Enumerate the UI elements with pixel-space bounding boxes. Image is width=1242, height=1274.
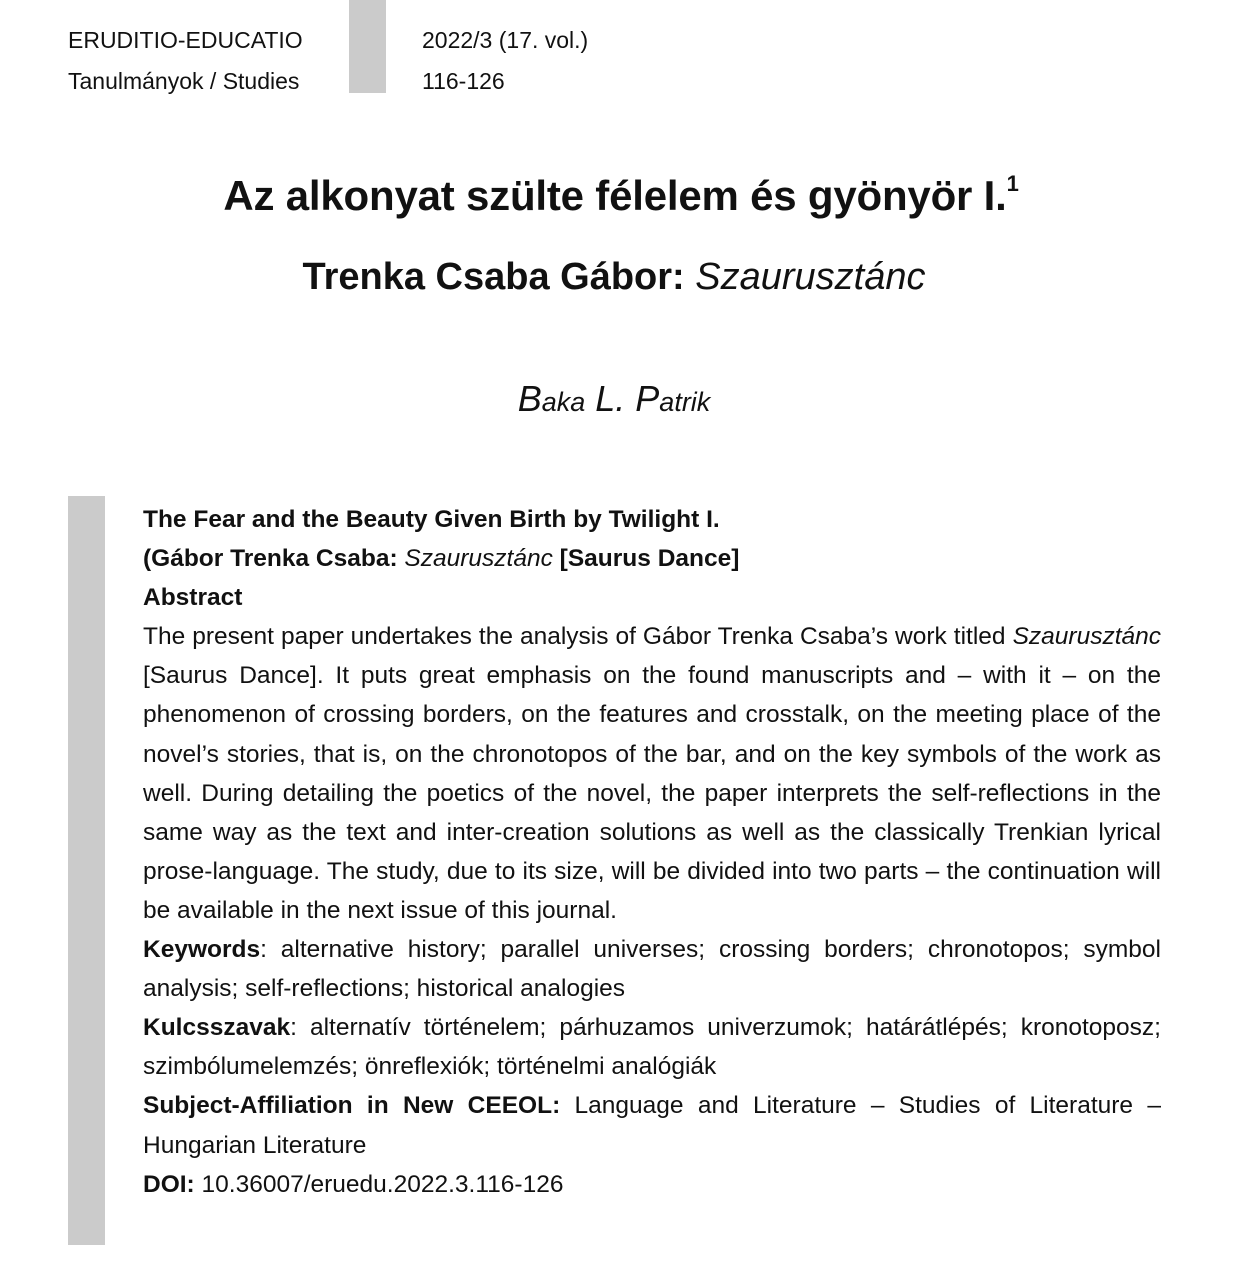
english-subtitle [143, 539, 1161, 578]
subtitle-author: Trenka Csaba Gábor: [302, 256, 696, 298]
author-rest-2: atrik [659, 387, 711, 417]
paper-title-text: Az alkonyat szülte félelem és gyönyör I. [223, 172, 1007, 219]
journal-section: Tanulmányok / Studies [68, 68, 300, 94]
author-initial-1: B [517, 378, 542, 419]
english-subtitle-work: Szaurusztánc [404, 545, 553, 573]
keywords-en [143, 930, 1161, 1008]
journal-header-left [68, 20, 303, 102]
abstract-body-part2: [Saurus Dance]. It puts great emphasis on the found manuscripts and – with it – on the phenomenon of crossing borders, on the features and crosstalk, on the meeting place of the novel’s stories, that is, on the chronotopos of the bar, and on the key symbols of the work as well. During detailing the poetics of the novel, the paper interprets the self-reflections in the same way as the text and inter-creation solutions as well as the classically Trenkian lyrical prose-language. The study, due to its size, will be divided into two parts – the continuation will be available in the next issue of this journal. [143, 662, 1161, 924]
english-title: The Fear and the Beauty Given Birth by Twilight I. [143, 506, 720, 533]
doi-value: 10.36007/eruedu.2022.3.116-126 [194, 1170, 564, 1198]
doi-line [143, 1165, 1161, 1204]
keywords-list: : alternative history; parallel universes; crossing borders; chronotopos; symbol analysis; self-reflections; historical analogies [143, 936, 1161, 1003]
doi-label: DOI: [143, 1170, 195, 1198]
abstract-block [143, 500, 1161, 1204]
abstract-heading: Abstract [143, 584, 243, 612]
abstract-body [143, 617, 1161, 930]
abstract-body-work: Szaurusztánc [1012, 623, 1161, 651]
keywords-label: Keywords [143, 936, 261, 964]
journal-name: ERUDITIO-EDUCATIO [68, 27, 303, 53]
subject-value: Language and Literature – Studies of Literature – Hungarian Literature [143, 1092, 1161, 1159]
kulcsszavak-label: Kulcsszavak [143, 1014, 291, 1042]
author-rest-1: aka [541, 387, 586, 417]
abstract-side-bar [68, 496, 105, 1245]
author-name [0, 378, 1228, 420]
english-subtitle-author: (Gábor Trenka Csaba: [143, 545, 405, 573]
subject-affiliation [143, 1086, 1161, 1164]
page-range: 116-126 [422, 68, 505, 94]
title-footnote-mark: 1 [1006, 171, 1019, 196]
header-divider-bar [349, 0, 386, 93]
issue-info: 2022/3 (17. vol.) [422, 27, 589, 53]
english-subtitle-translation: [Saurus Dance] [552, 545, 740, 573]
subtitle-work: Szaurusztánc [695, 256, 926, 298]
subject-label: Subject-Affiliation in New CEEOL: [143, 1092, 561, 1120]
paper-subtitle [0, 256, 1228, 299]
journal-header-right [422, 20, 588, 102]
keywords-hu [143, 1008, 1161, 1086]
abstract-body-part1: The present paper undertakes the analysis of Gábor Trenka Csaba’s work titled [143, 623, 1013, 651]
author-middle: L. [585, 378, 636, 419]
kulcsszavak-list: : alternatív történelem; párhuzamos univerzumok; határátlépés; kronotoposz; szimbólumelemzés; önreflexiók; történelmi analógiák [143, 1014, 1161, 1081]
paper-title [0, 172, 1242, 220]
author-initial-2: P [635, 378, 660, 419]
